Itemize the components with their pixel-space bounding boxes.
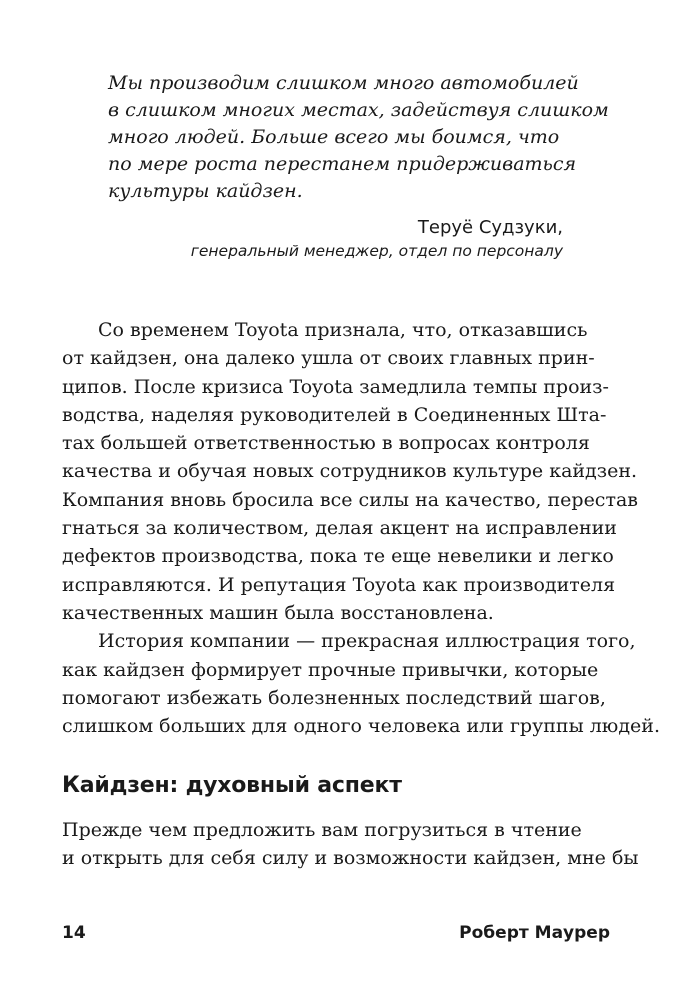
section-paragraph	[62, 816, 639, 873]
body-line: помогают избежать болезненных последствий шагов,	[62, 686, 606, 709]
epigraph-author-role: генеральный менеджер, отдел по персоналу	[190, 242, 563, 260]
section-line: Прежде чем предложить вам погрузиться в чтение	[62, 819, 582, 841]
body-line: водства, наделяя руководителей в Соединенных Шта-	[62, 403, 607, 426]
section-line: и открыть для себя силу и возможности кайдзен, мне бы	[62, 847, 639, 870]
epigraph-author: Теруё Судзуки,	[417, 217, 563, 238]
body-line: ципов. После кризиса Toyota замедлила темпы произ-	[62, 375, 609, 398]
epigraph-line: по мере роста перестанем придерживаться	[108, 153, 577, 175]
section-heading: Кайдзен: духовный аспект	[62, 773, 402, 798]
body-line: качественных машин была восстановлена.	[62, 601, 494, 624]
body-paragraphs	[62, 316, 660, 740]
body-line: исправляются. И репутация Toyota как производителя	[62, 573, 616, 596]
body-line: от кайдзен, она далеко ушла от своих главных прин-	[62, 347, 595, 370]
body-line: Компания вновь бросила все силы на качество, перестав	[62, 488, 638, 511]
body-line: как кайдзен формирует прочные привычки, которые	[62, 658, 599, 681]
epigraph-line: много людей. Больше всего мы боимся, что	[108, 126, 560, 148]
body-line: История компании — прекрасная иллюстрация того,	[98, 630, 636, 653]
epigraph-line: культуры кайдзен.	[108, 180, 303, 202]
body-line: слишком больших для одного человека или группы людей.	[62, 715, 660, 738]
body-line: Со временем Toyota признала, что, отказавшись	[98, 319, 588, 341]
running-footer-author: Роберт Маурер	[459, 923, 610, 943]
epigraph-quote	[108, 70, 609, 205]
body-line: дефектов производства, пока те еще невелики и легко	[62, 545, 614, 568]
page-number: 14	[62, 923, 86, 943]
body-line: качества и обучая новых сотрудников культуре кайдзен.	[62, 460, 638, 483]
epigraph-line: в слишком многих местах, задействуя слишком	[108, 99, 609, 121]
body-line: гнаться за количеством, делая акцент на исправлении	[62, 517, 617, 540]
epigraph-line: Мы производим слишком много автомобилей	[108, 72, 579, 94]
body-line: тах большей ответственностью в вопросах контроля	[62, 432, 590, 455]
